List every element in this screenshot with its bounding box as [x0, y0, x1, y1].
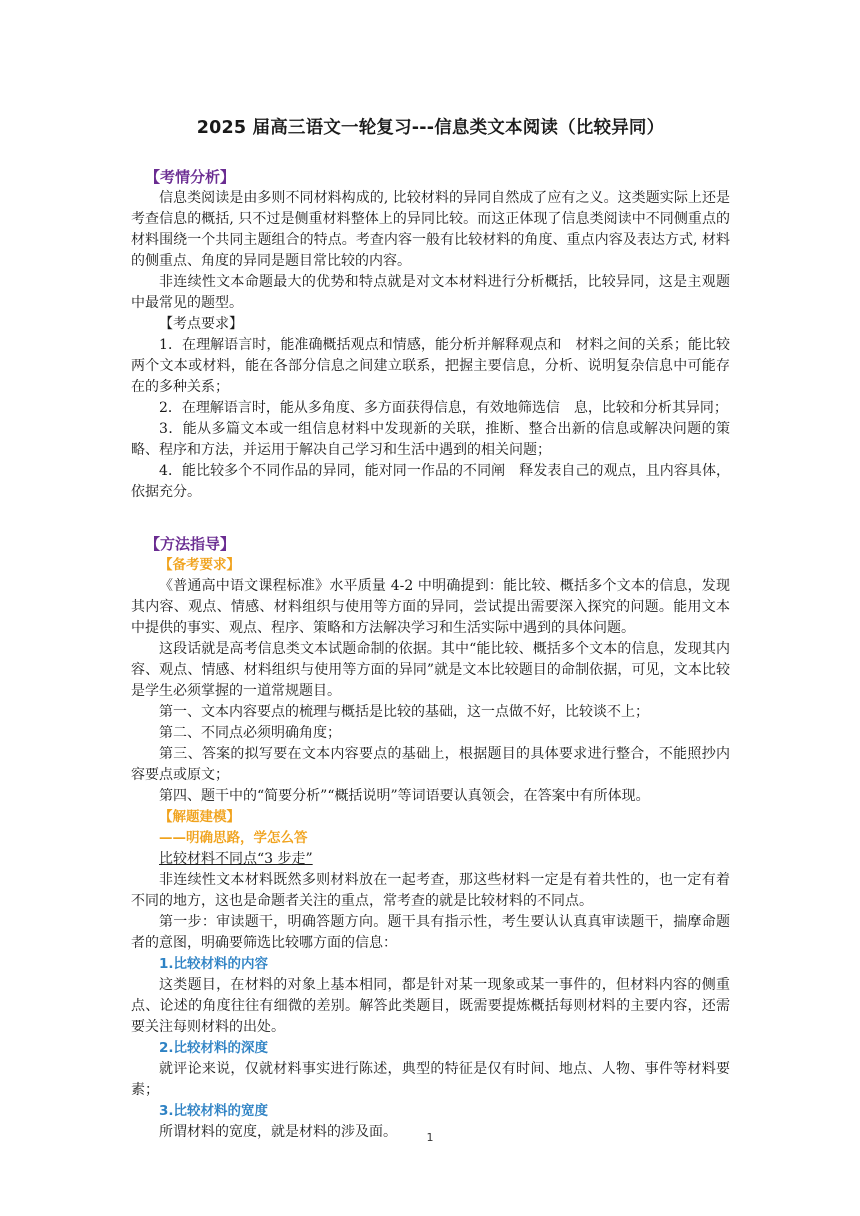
paragraph: 第一、文本内容要点的梳理与概括是比较的基础，这一点做不好，比较谈不上； — [159, 704, 649, 720]
requirement-item: 4．能比较多个不同作品的异同，能对同一作品的不同阐 释发表自己的观点，且内容具体，依据充分。 — [131, 463, 730, 500]
requirement-item: 1．在理解语言时，能准确概括观点和情感，能分析并解释观点和 材料之间的关系；能比较两个文本或材料，能在各部分信息之间建立联系，把握主要信息，分析、说明复杂信息中可能存在的多种关系； — [131, 337, 730, 395]
spacer — [131, 503, 730, 534]
item-heading-content: 1.比较材料的内容 — [159, 956, 269, 972]
paragraph: 第一步：审读题干，明确答题方向。题干具有指示性，考生要认认真真审读题干，揣摩命题者的意图，明确要筛选比较哪方面的信息： — [131, 914, 730, 951]
section-heading-exam-analysis: 【考情分析】 — [145, 168, 236, 186]
requirement-item: 2．在理解语言时，能从多角度、多方面获得信息，有效地筛选信 息，比较和分析其异同； — [159, 400, 728, 416]
paragraph: 《普通高中语文课程标准》水平质量 4-2 中明确提到：能比较、概括多个文本的信息，发现其内容、观点、情感、材料组织与使用等方面的异同，尝试提出需要深入探究的问题。能用文本中提供的事实、观点、程序、策略和方法解决学习和生活实际中遇到的具体问题。 — [131, 578, 730, 636]
section-heading-method-guide: 【方法指导】 — [145, 535, 236, 553]
sub-heading-modeling: 【解题建模】 — [159, 809, 240, 825]
paragraph: 所谓材料的宽度，就是材料的涉及面。 — [159, 1124, 397, 1140]
paragraph: 就评论来说，仅就材料事实进行陈述，典型的特征是仅有时间、地点、人物、事件等材料要素； — [131, 1061, 730, 1098]
paragraph: 第三、答案的拟写要在文本内容要点的基础上，根据题目的具体要求进行整合，不能照抄内容要点或原文； — [131, 746, 730, 783]
paragraph: 这类题目，在材料的对象上基本相同，都是针对某一现象或某一事件的，但材料内容的侧重点、论述的角度往往有细微的差别。解答此类题目，既需要提炼概括每则材料的主要内容，还需要关注每则材料的出处。 — [131, 977, 730, 1035]
sub-heading-prep: 【备考要求】 — [159, 557, 240, 573]
sub-heading-tagline: ——明确思路，学怎么答 — [159, 830, 308, 846]
item-heading-breadth: 3.比较材料的宽度 — [159, 1103, 269, 1119]
paragraph: 信息类阅读是由多则不同材料构成的, 比较材料的异同自然成了应有之义。这类题实际上还是考查信息的概括, 只不过是侧重材料整体上的异同比较。而这正体现了信息类阅读中不同侧重点的材料围绕一个共同主题组合的特点。考查内容一般有比较材料的角度、重点内容及表达方式, 材料的侧重点、角度的异同是题目常比较的内容。 — [131, 190, 730, 269]
requirement-item: 3．能从多篇文本或一组信息材料中发现新的关联，推断、整合出新的信息或解决问题的策略、程序和方法，并运用于解决自己学习和生活中遇到的相关问题； — [131, 421, 730, 458]
page-number: 1 — [426, 1131, 434, 1144]
steps-title: 比较材料不同点“3 步走” — [159, 851, 313, 867]
paragraph: 第二、不同点必须明确角度； — [159, 725, 341, 741]
paragraph: 非连续性文本命题最大的优势和特点就是对文本材料进行分析概括，比较异同，这是主观题中最常见的题型。 — [131, 274, 730, 311]
paragraph: 非连续性文本材料既然多则材料放在一起考查，那这些材料一定是有着共性的，也一定有着不同的地方，这也是命题者关注的重点，常考查的就是比较材料的不同点。 — [131, 872, 730, 909]
item-heading-depth: 2.比较材料的深度 — [159, 1040, 269, 1056]
document-title: 2025 届高三语文一轮复习---信息类文本阅读（比较异同） — [196, 118, 665, 138]
sub-heading-requirements: 【考点要求】 — [159, 316, 243, 332]
paragraph: 第四、题干中的“简要分析”“概括说明”等词语要认真领会，在答案中有所体现。 — [159, 788, 650, 804]
paragraph: 这段话就是高考信息类文本试题命制的依据。其中“能比较、概括多个文本的信息，发现其内容、观点、情感、材料组织与使用等方面的异同”就是文本比较题目的命制依据，可见，文本比较是学生必须掌握的一道常规题目。 — [131, 641, 730, 699]
